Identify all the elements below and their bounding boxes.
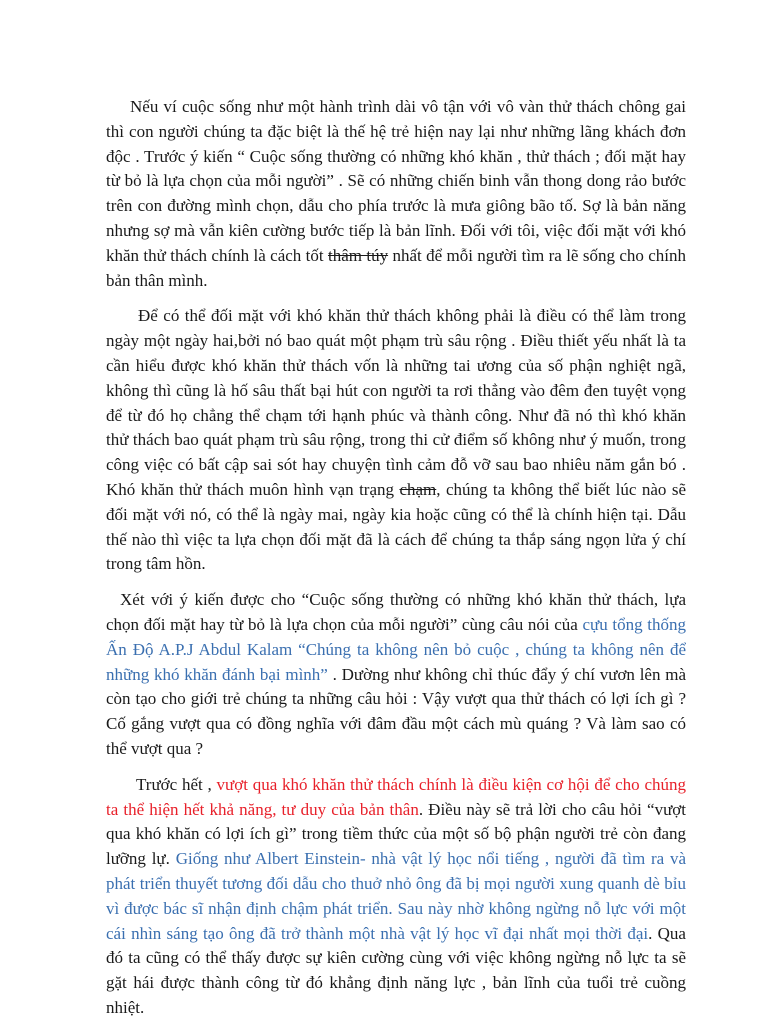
highlighted-quote-text: cựu tổng thống Ấn Độ A.P.J Abdul Kalam “Chúng ta không nên bỏ cuộc , chúng ta không nên để những khó khăn đánh bại mình” bbox=[106, 614, 686, 684]
paragraph-argument bbox=[106, 773, 686, 1021]
red-thesis-text: vượt qua khó khăn thử thách chính là điều kiện cơ hội để cho chúng ta thể hiện hết khả năng, tư duy của bản thân bbox=[106, 774, 686, 819]
strikethrough-text: thâm túy bbox=[327, 245, 389, 265]
paragraph-intro bbox=[106, 95, 686, 293]
text-segment: . Dường như không chỉ thúc đẩy ý chí vươn lên mà còn tạo cho giới trẻ chúng ta những câu hỏi : Vậy vượt qua thử thách có lợi ích gì ? Cố gắng vượt qua có đồng nghĩa với đâm đầu một cách mù quáng ? Và làm sao có thể vượt qua ? bbox=[106, 664, 686, 758]
text-segment: . Điều này sẽ trả lời cho câu hỏi “vượt qua khó khăn có lợi ích gì” trong tiềm thức của một số bộ phận người trẻ còn đang lưỡng lự. bbox=[106, 799, 686, 869]
text-segment: Để có thể đối mặt với khó khăn thử thách không phải là điều có thể làm trong ngày một ngày hai,bởi nó bao quát một phạm trù sâu rộng . Điều thiết yếu nhất là ta cần hiểu được khó khăn thử thách vốn là những tai ương của số phận nghiệt ngã, không thì cũng là hố sâu thất bại hút con người ta rơi thẳng vào đêm đen tuyệt vọng để từ đó họ chẳng thể chạm tới hạnh phúc và thành công. Như đã nó thì khó khăn thử thách bao quát phạm trù sâu rộng, trong thi cử điểm số không như ý muốn, trong công việc có bất cập sai sót hay chuyện tình cảm đỗ vỡ sau bao nhiêu năm gắn bó . Khó khăn thử thách muôn hình vạn trạng bbox=[106, 306, 686, 499]
text-segment: Trước hết , bbox=[136, 774, 217, 794]
text-segment: , chúng ta không thể biết lúc nào sẽ đối mặt với nó, có thể là ngày mai, ngày kia hoặc cũng có thể là chính hiện tại. Dẫu thế nào thì việc ta lựa chọn đối mặt đã là cách để chúng ta thắp sáng ngọn lửa ý chí trong tâm hồn. bbox=[106, 479, 686, 574]
text-segment: Xét với ý kiến được cho “Cuộc sống thường có những khó khăn thử thách, lựa chọn đối mặt hay từ bỏ là lựa chọn của mỗi người” cùng câu nói của bbox=[106, 590, 686, 634]
highlighted-example-text: Giống như Albert Einstein- nhà vật lý học nổi tiếng , người đã tìm ra và phát triển thuyết tương đối dẫu cho thuở nhỏ ông đã bị mọi người xung quanh dè bỉu vì được bác sĩ nhận định chậm phát triển. Sau này nhờ không ngừng nỗ lực với một cái nhìn sáng tạo ông đã trở thành một nhà vật lý học vĩ đại nhất mọi thời đại bbox=[106, 849, 686, 943]
text-segment: . Qua đó ta cũng có thể thấy được sự kiên cường cùng với việc không ngừng nỗ lực ta sẽ gặt hái được thành công từ đó khẳng định năng lực , bản lĩnh của tuổi trẻ cuồng nhiệt. bbox=[106, 923, 686, 1017]
strikethrough-text: chạm bbox=[399, 479, 437, 499]
paragraph-understanding bbox=[106, 304, 686, 577]
paragraph-quote bbox=[106, 588, 686, 762]
text-segment: nhất để mỗi người tìm ra lẽ sống cho chính bản thân mình. bbox=[106, 245, 687, 290]
text-segment: Nếu ví cuộc sống như một hành trình dài vô tận với vô vàn thử thách chông gai thì con người chúng ta đặc biệt là thế hệ trẻ hiện nay lại như những lãng khách đơn độc . Trước ý kiến “ Cuộc sống thường có những khó khăn , thử thách ; đối mặt hay từ bỏ là lựa chọn của mỗi người” . Sẽ có những chiến binh vẫn thong dong rảo bước trên con đường mình chọn, dẫu cho phía trước là mưa giông bão tố. Sợ là bản năng nhưng sợ mà vẫn kiên cường bước tiếp là bản lĩnh. Đối với tôi, việc đối mặt với khó khăn thử thách chính là cách tốt bbox=[106, 97, 686, 265]
